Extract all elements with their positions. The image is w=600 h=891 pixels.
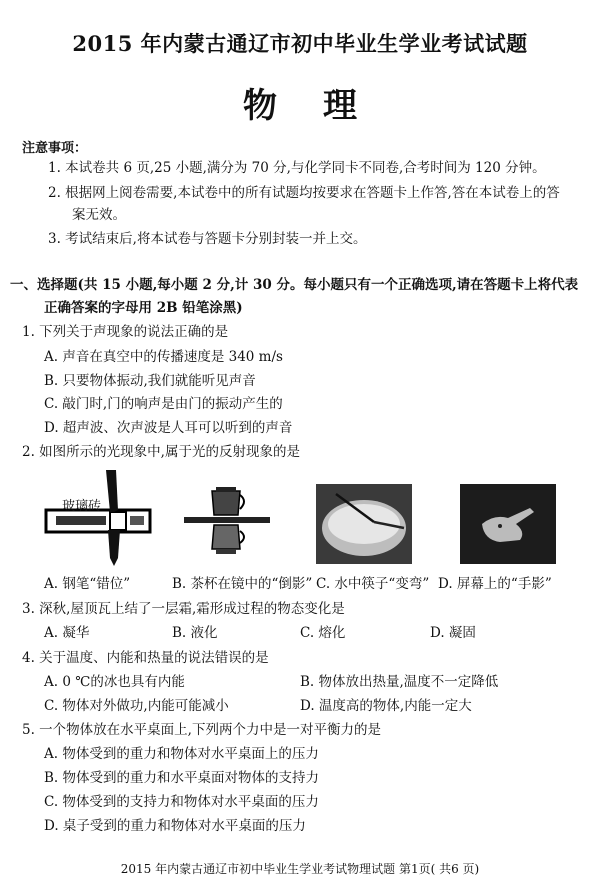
notice-item-continued: 案无效。 <box>72 207 126 223</box>
question-4-stem: 4. 关于温度、内能和热量的说法错误的是 <box>22 650 269 666</box>
q1-option-b: B. 只要物体振动,我们就能听见声音 <box>44 373 256 389</box>
section-heading: 一、选择题(共 15 小题,每小题 2 分,计 30 分。每小题只有一个正确选项,请在答题卡上将代表 <box>10 277 579 293</box>
q2-option-c: C. 水中筷子“变弯” <box>316 576 430 592</box>
q5-option-a: A. 物体受到的重力和物体对水平桌面上的压力 <box>44 746 319 762</box>
q4-option-d: D. 温度高的物体,内能一定大 <box>300 698 472 714</box>
q5-option-c: C. 物体受到的支持力和物体对水平桌面的压力 <box>44 794 319 810</box>
question-1-stem: 1. 下列关于声现象的说法正确的是 <box>22 324 229 340</box>
q1-option-d: D. 超声波、次声波是人耳可以听到的声音 <box>44 420 293 436</box>
q2-option-a: A. 钢笔“错位” <box>44 576 131 592</box>
q3-option-d: D. 凝固 <box>430 625 476 641</box>
q5-option-b: B. 物体受到的重力和水平桌面对物体的支持力 <box>44 770 320 786</box>
figure-c-chopsticks-water <box>316 484 412 564</box>
figure-label-glass-brick: 玻璃砖 <box>62 499 102 514</box>
q3-option-b: B. 液化 <box>172 625 218 641</box>
q3-option-a: A. 凝华 <box>44 625 90 641</box>
q2-option-d: D. 屏幕上的“手影” <box>438 576 552 592</box>
q2-option-b: B. 茶杯在镜中的“倒影” <box>172 576 313 592</box>
question-2-stem: 2. 如图所示的光现象中,属于光的反射现象的是 <box>22 444 300 460</box>
notice-item: 2. 根据网上阅卷需要,本试卷中的所有试题均按要求在答题卡上作答,答在本试卷上的答 <box>48 185 560 201</box>
q4-option-c: C. 物体对外做功,内能可能减小 <box>44 698 229 714</box>
figure-b-cup-mirror <box>182 485 272 565</box>
notice-item: 1. 本试卷共 6 页,25 小题,满分为 70 分,与化学同卡不同卷,合考时间为 120 分钟。 <box>48 160 546 176</box>
q1-option-c: C. 敲门时,门的响声是由门的振动产生的 <box>44 396 283 412</box>
figure-a-pen-glass-brick <box>44 468 154 568</box>
q1-option-a: A. 声音在真空中的传播速度是 340 m/s <box>44 349 283 365</box>
notice-item: 3. 考试结束后,将本试卷与答题卡分别封装一并上交。 <box>48 231 367 247</box>
q3-option-c: C. 熔化 <box>300 625 346 641</box>
q4-option-a: A. 0 ℃的冰也具有内能 <box>44 674 185 690</box>
q4-option-b: B. 物体放出热量,温度不一定降低 <box>300 674 499 690</box>
section-heading-continued: 正确答案的字母用 2B 铅笔涂黑) <box>44 300 243 316</box>
question-5-stem: 5. 一个物体放在水平桌面上,下列两个力中是一对平衡力的是 <box>22 722 381 738</box>
q5-option-d: D. 桌子受到的重力和物体对水平桌面的压力 <box>44 818 306 834</box>
question-3-stem: 3. 深秋,屋顶瓦上结了一层霜,霜形成过程的物态变化是 <box>22 601 345 617</box>
notice-heading: 注意事项： <box>22 141 88 156</box>
exam-title: 2015 年内蒙古通辽市初中毕业生学业考试试题 <box>72 31 528 56</box>
subject-title: 物理 <box>243 86 403 126</box>
figure-d-hand-shadow <box>460 484 556 564</box>
page-footer: 2015 年内蒙古通辽市初中毕业生学业考试物理试题 第1页( 共6 页) <box>120 862 480 876</box>
